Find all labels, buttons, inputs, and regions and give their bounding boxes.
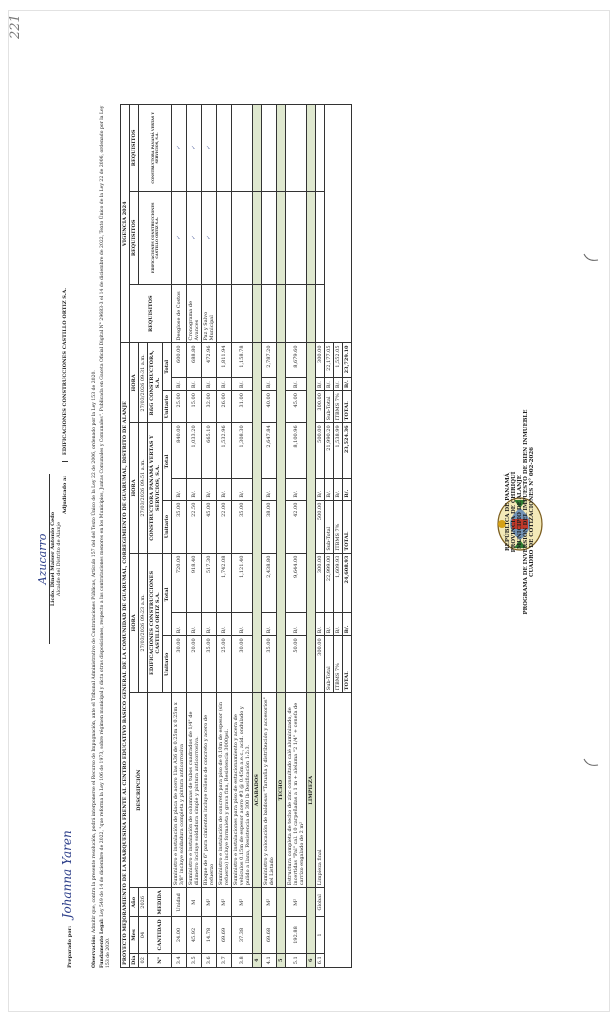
v3-unit-price: 45.00 [286,391,307,423]
v1-itbms: 1,609.93 [334,553,343,613]
item-row [202,105,217,968]
currency: B/. [232,377,253,390]
section-number: 6 [307,953,316,967]
currency: B/. [325,377,334,390]
v3-unit-price: 25.00 [172,391,187,423]
vendor-3-date: 27/03/2026 [140,382,146,412]
n-header: N° [148,953,172,967]
currency: B/. [202,478,217,500]
awarded-to [62,104,68,514]
item-quantity: 24.00 [172,917,187,953]
hora-header-2: HORA [130,423,139,553]
v2-line-total: 665.10 [202,423,217,479]
currency: B/. [286,613,307,636]
item-unit: M² [202,888,217,917]
v3-itbms-label: ITBMS 7% [334,391,343,423]
v3-itbms: 1,552.05 [334,343,343,377]
req-check-v2: ✓ [172,105,187,192]
header-line-1: REPÚBLICA DE PANAMÁ [505,473,511,551]
v3-line-total: 8,679.60 [286,343,307,377]
req-check-v2 [217,105,232,192]
notes-block [92,104,115,968]
mayor-role: Alcalde del Distrito de Alanje [56,521,62,597]
item-row [262,105,277,968]
prepared-by-signature: Johanna Yaren [60,830,74,919]
v3-subtotal-label: Sub-Total [325,391,334,423]
v3-unit-price: 32.00 [202,391,217,423]
item-quantity: 45.92 [187,917,202,953]
req-check-v1 [262,191,277,284]
item-description: Suministro e instalación de placa de acero 1las A36 de 0.25m x 0.25m x 3/8" incluye soldadura completa y pintura anticorrosiva [172,693,187,888]
item-number: 4.1 [262,953,277,967]
v2-line-total: 1,532.96 [217,423,232,479]
v3-total: 23,729.10 [343,343,352,377]
currency: B/. [172,478,187,500]
v2-line-total: 2,647.84 [262,423,277,479]
prepared-by [60,668,74,968]
vendor-3-datetime [139,343,148,423]
v2-unit-price: 500.00 [316,500,325,553]
cantidad-header: CANTIDAD [148,917,172,953]
currency: B/. [232,613,253,636]
section-number: 4 [253,953,262,967]
item-quantity: 69.69 [217,917,232,953]
v1-line-total: 9,644.00 [286,553,307,613]
item-number: 3.8 [232,953,253,967]
awarded-label: Adjudicado a: [62,475,68,514]
v2-unitario-header: Unitario [163,500,172,553]
req-check-v1 [286,191,307,284]
requirement-name: Cronograma de Avances [187,284,202,343]
v3-line-total: 2,787.20 [262,343,277,377]
item-rows [172,105,325,968]
currency: B/. [334,613,343,636]
section-label: LIMPIEZA [307,693,316,888]
v2-line-total: 1,033.20 [187,423,202,479]
v1-total-header: Total [163,553,172,636]
mayor-name: Licdo. Dinel Maiser Antonio Cedo [49,474,56,644]
project-title: PROYECTO MEJORAMIENTO DE LA MARQUESINA FRENTE AL CENTRO EDUCATIVO BÁSICO GENERAL DE LA COMUNIDAD DE GUARUMAL, CORREGIMIENTO DE GUARUMAL, DISTRITO DE ALANJE [121,343,130,968]
punch-hole-mark [580,242,602,264]
req-vendor-2-header: CONSTRUCTORA PANAMÁ VERTAS Y SERVICIOS, S.A. [139,105,172,192]
v3-unit-price: 300.00 [316,391,325,423]
v1-unit-price: 30.00 [232,636,253,693]
item-row [172,105,187,968]
vendor-1-date: 27/03/2026 [140,622,146,652]
item-description: Suministro e instalación de concreto para piso de 0.10m de espesor (sin refuerzo) incluye formaleta y grava fina, Resistencia 3000psi. [217,693,232,888]
item-unit: Unidad [172,888,187,917]
vigencia-label: VIGENCIA 2024 [121,105,130,343]
v2-unit-price: 35.00 [172,500,187,553]
currency: B/. [343,613,352,636]
currency: B/. [202,613,217,636]
currency: B/. [316,613,325,636]
currency: B/. [343,478,352,500]
currency: B/. [325,478,334,500]
req-check-v2 [262,105,277,192]
v1-itbms-label: ITBMS 7% [334,636,343,693]
item-quantity: 37.38 [232,917,253,953]
v3-total-label: TOTAL [343,391,352,423]
currency: B/. [217,377,232,390]
observation-label: Observación: [92,934,97,968]
header-line-2: PROVINCIA DE CHIRIQUÍ [511,471,517,553]
v2-subtotal: 21,990.20 [325,423,334,479]
v3-unitario-header: Unitario [163,391,172,423]
quotation-table [120,104,352,968]
legal-basis-text: Ley 549 de 14 de diciembre de 2022, "que reforma la Ley 106 de 1973, sobre régimen municipal y dicta otras disposiciones, respecto a las contrataciones menores en los Municipios, Juntas Comunales y Comunales". Publicada en Gaceta Oficial Digital N° 29683-3 el 14 de diciembre de 2022, Texto Único de la Ley 22 de 2006, ordenado por la Ley 153 de 2020. [100,105,112,968]
section-row [253,105,262,968]
v2-line-total: 8,100.96 [286,423,307,479]
v1-line-total: 918.40 [187,553,202,613]
requisitos-header: REQUISITOS [130,284,172,343]
currency: B/. [286,478,307,500]
v1-unit-price: 50.00 [286,636,307,693]
v3-line-total: 472.96 [202,343,217,377]
v1-unit-price: 35.00 [202,636,217,693]
v2-subtotal-label: Sub-Total [325,500,334,553]
vendor-2-time: 09:51 a.m. [140,459,146,487]
v3-line-total: 688.80 [187,343,202,377]
currency: B/. [232,478,253,500]
currency: B/. [262,377,277,390]
item-unit: M² [217,888,232,917]
req-check-v1: ✓ [187,191,202,284]
v2-unit-price: 38.00 [262,500,277,553]
ano-label: Año [130,888,139,917]
descripcion-spacer [148,693,172,888]
req-check-v1: ✓ [172,191,187,284]
req-check-v2: ✓ [187,105,202,192]
item-unit: M² [262,888,277,917]
header-line-3: MUNICIPIO DE ALANJE [517,475,523,549]
dia-label: Día [130,953,139,967]
item-row [316,105,325,968]
v1-line-total: 517.30 [202,553,217,613]
v2-unit-price: 45.00 [202,500,217,553]
legal-basis-label: Fundamento Legal: [100,918,106,968]
currency: B/. [187,377,202,390]
v3-line-total: 300.00 [316,343,325,377]
item-description: Estructura completa de techo de zinc consultado calé aluminizado, de incertidas "Pal" cal. 10 carpeñadas a 1 m + alelama "2 1/4" + cenefa de carrizo engalado de 2 m² [286,693,307,888]
req-check-v1 [217,191,232,284]
v1-total: 24,608.93 [343,553,352,613]
item-row [232,105,253,968]
item-quantity: 192.88 [286,917,307,953]
section-row [277,105,286,968]
date-mes: 04 [139,917,148,953]
date-ano: 2026 [139,888,148,917]
section-label: ACABADOS [253,693,262,888]
descripcion-header: DESCRIPCIÓN [130,693,148,888]
currency: B/. [286,377,307,390]
item-description: Suministro y colocación de baldosas "Taruaña y distribución y accesorios" del Listado [262,693,277,888]
v1-line-total: 2,438.80 [262,553,277,613]
currency: B/. [334,478,343,500]
v1-line-total: 1,742.08 [217,553,232,613]
v3-subtotal: 22,177.05 [325,343,334,377]
project-title-row [121,105,130,968]
currency: B/. [343,377,352,390]
vendor-3-time: 09:31 a.m. [140,354,146,382]
v3-line-total: 600.00 [172,343,187,377]
v1-unit-price: 300.00 [316,636,325,693]
v1-line-total: 300.00 [316,553,325,613]
header-line-5: CUADRO DE COTIZACIONES N° 002-2026 [529,447,535,577]
item-quantity: 69.68 [262,917,277,953]
hora-header-1: HORA [130,553,139,693]
v3-line-total: 1,811.94 [217,343,232,377]
v3-unit-price: 26.00 [217,391,232,423]
v2-line-total: 840.00 [172,423,187,479]
vendor-2-datetime [139,423,148,553]
v1-unit-price: 20.00 [187,636,202,693]
section-number: 5 [277,953,286,967]
awarded-value: EDIFICACIONES CONSTRUCCIONES CASTILLO ORTIZ S.A. [62,288,68,462]
v2-total: 23,524.36 [343,423,352,479]
item-unit: Global [316,888,325,917]
item-unit: M [187,888,202,917]
section-row [307,105,316,968]
currency: B/. [334,377,343,390]
vendor-3-name: R&G CONSTRUCTORA, S.A. [148,343,163,423]
v1-unit-price: 25.00 [217,636,232,693]
prepared-by-label: Preparado por: [67,925,73,968]
v1-line-total: 1,121.40 [232,553,253,613]
req-col-header-1: REQUISITOS [130,191,139,284]
item-description: Limpieza final [316,693,325,888]
vendor-2-date: 27/03/2026 [140,487,146,517]
item-unit: M² [286,888,307,917]
item-description: Bloque de 6" para cimientos incluye relleno de concreto y acero de refuerzo [202,693,217,888]
item-quantity: 1 [316,917,325,953]
v2-total-label: TOTAL [343,500,352,553]
page-number-mark: 221 [8,14,23,39]
v3-unit-price: 31.00 [232,391,253,423]
item-unit: M² [232,888,253,917]
v3-unit-price: 40.00 [262,391,277,423]
document-header [505,0,535,1024]
item-row [286,105,307,968]
req-check-v2: ✓ [202,105,217,192]
req-check-v2 [316,105,325,192]
currency: B/. [202,377,217,390]
v2-unit-price: 22.50 [187,500,202,553]
req-col-header-2: REQUISITOS [130,105,139,192]
currency: B/. [172,377,187,390]
item-quantity: 14.78 [202,917,217,953]
currency: B/. [262,478,277,500]
requirement-name [232,284,253,343]
currency: B/. [187,478,202,500]
v1-line-total: 720.00 [172,553,187,613]
vendor-1-time: 09:23 a.m. [140,594,146,622]
vendor-1-name: EDIFICACIONES CONSTRUCCIONES CASTILLO ORTIZ S.A. [148,553,163,693]
req-check-v1 [232,191,253,284]
req-check-v2 [232,105,253,192]
v1-total-label: TOTAL [343,636,352,693]
item-number: 5.1 [286,953,307,967]
item-row [217,105,232,968]
item-description: Suministro e instalación de columnas de tubos cuadrados de 1/4" de diámetro incluye soldadura simple y pintura anticorrosiva. [187,693,202,888]
v1-subtotal-label: Sub-Total [325,636,334,693]
vendor-2-name: CONSTRUCTORA PANAMÁ VERTAS Y SERVICIOS, S.A. [148,423,163,553]
v2-total-header: Total [163,423,172,500]
currency: B/. [187,613,202,636]
currency: B/. [316,377,325,390]
mayor-signature: Azucarro [36,533,49,585]
v1-subtotal: 22,999.00 [325,553,334,613]
v2-line-total: 500.00 [316,423,325,479]
v1-unitario-header: Unitario [163,636,172,693]
v3-unit-price: 15.00 [187,391,202,423]
v2-unit-price: 42.00 [286,500,307,553]
approval-signature-block [36,474,62,644]
requirement-name: Desglose de Costos [172,284,187,343]
observation-text: Admitir que, contra la presente resolución, podrá interponerse el Recurso de Impugnación, ante el Tribunal Administrativo de Contrataciones Públicas, Artículo 157 del del Texto Único de la Ley 22 de 2006, ordenado por la Ley 153 de 2020. [92,370,97,934]
item-number: 3.4 [172,953,187,967]
v1-unit-price: 30.00 [172,636,187,693]
item-number: 3.5 [187,953,202,967]
currency: B/. [262,613,277,636]
currency: B/. [217,613,232,636]
v2-itbms-label: ITBMS 7% [334,500,343,553]
currency: B/. [172,613,187,636]
currency: B/. [217,478,232,500]
req-check-v1 [316,191,325,284]
req-check-v1: ✓ [202,191,217,284]
requirement-name: Paz y Salvo Municipal [202,284,217,343]
requirement-name [262,284,277,343]
medida-header: MEDIDA [148,888,172,917]
v2-line-total: 1,308.30 [232,423,253,479]
req-vendor-1-header: EDIFICACIONES CONSTRUCCIONES CASTILLO ORTIZ S.A. [139,191,172,284]
v2-itbms: 1,538.99 [334,423,343,479]
currency: B/. [325,613,334,636]
requirement-name [286,284,307,343]
v1-unit-price: 35.00 [262,636,277,693]
date-dia: 02 [139,953,148,967]
hora-header-3: HORA [130,343,139,423]
item-description: Suministro e instalaciones para piso de estacionamiento y acera de vehículos 0.15m de espesor acero #3 @ 0.45m a.e.c., acid. ondulado y pulido a llana, Resistencia de 300 lb Dosificación 1:2:3. [232,693,253,888]
item-number: 3.7 [217,953,232,967]
punch-hole-mark [580,747,602,769]
vendor-1-datetime [139,553,148,693]
v3-line-total: 1,158.78 [232,343,253,377]
requirement-name [217,284,232,343]
currency: B/. [316,478,325,500]
v3-total-header: Total [163,343,172,391]
item-number: 6.1 [316,953,325,967]
req-check-v2 [286,105,307,192]
v2-unit-price: 22.00 [217,500,232,553]
item-row [187,105,202,968]
mes-label: Mes [130,917,139,953]
header-line-4: PROGRAMA DE INVERSIÓN DEL IMPUESTO DE BIEN INMUEBLE [523,409,529,615]
v2-unit-price: 35.00 [232,500,253,553]
totals-section [325,105,352,968]
section-label: TECHO [277,693,286,888]
item-number: 3.6 [202,953,217,967]
requirement-name [316,284,325,343]
